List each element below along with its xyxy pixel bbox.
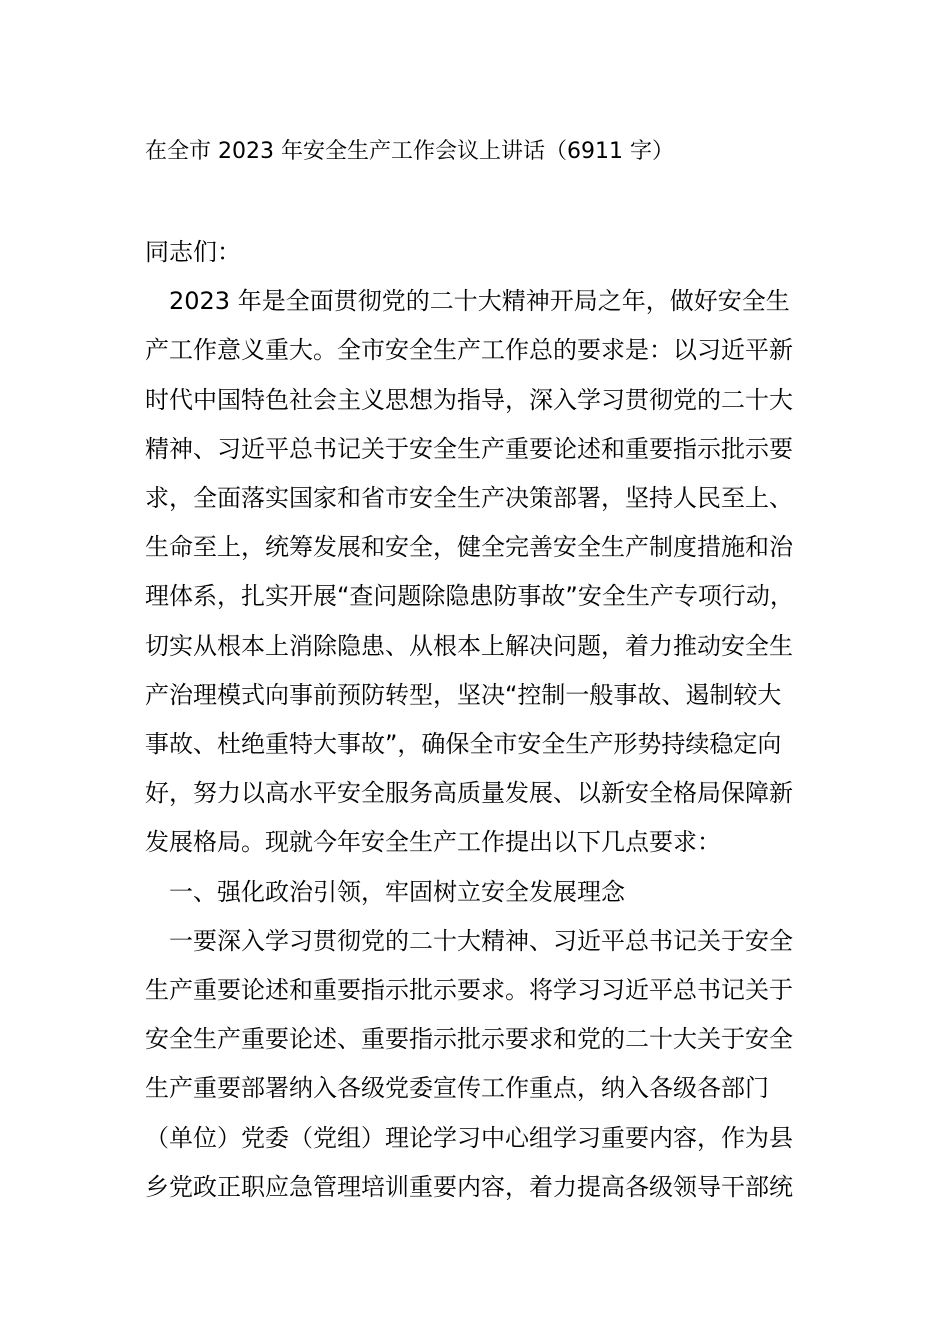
body-line: 乡党政正职应急管理培训重要内容，着力提高各级领导干部统 <box>145 1172 793 1201</box>
body-line: 同志们： <box>145 238 241 266</box>
document-title: 在全市 2023 年安全生产工作会议上讲话（6911 字） <box>145 139 674 164</box>
body-line: 发展格局。现就今年安全生产工作提出以下几点要求： <box>145 828 721 857</box>
body-line: 生产重要部署纳入各级党委宣传工作重点，纳入各级各部门 <box>145 1074 769 1103</box>
body-line: 生产重要论述和重要指示批示要求。将学习习近平总书记关于 <box>145 976 793 1004</box>
body-line: 切实从根本上消除隐患、从根本上解决问题，着力推动安全生 <box>145 631 793 660</box>
body-line: 好，努力以高水平安全服务高质量发展、以新安全格局保障新 <box>145 779 793 808</box>
body-line: 求，全面落实国家和省市安全生产决策部署，坚持人民至上、 <box>145 484 793 512</box>
body-line: 精神、习近平总书记关于安全生产重要论述和重要指示批示要 <box>145 434 793 463</box>
body-line: （单位）党委（党组）理论学习中心组学习重要内容，作为县 <box>145 1123 793 1152</box>
body-line: 理体系，扎实开展“查问题除隐患防事故”安全生产专项行动， <box>145 582 794 611</box>
body-line: 产治理模式向事前预防转型，坚决“控制一般事故、遏制较大 <box>145 680 782 709</box>
body-line: 事故、杜绝重特大事故”，确保全市安全生产形势持续稳定向 <box>145 730 782 758</box>
body-line: 一、强化政治引领，牢固树立安全发展理念 <box>145 877 625 906</box>
body-line: 安全生产重要论述、重要指示批示要求和党的二十大关于安全 <box>145 1025 793 1054</box>
body-line: 一要深入学习贯彻党的二十大精神、习近平总书记关于安全 <box>145 926 793 955</box>
body-line: 2023 年是全面贯彻党的二十大精神开局之年，做好安全生 <box>145 287 790 316</box>
body-line: 生命至上，统筹发展和安全，健全完善安全生产制度措施和治 <box>145 533 793 562</box>
body-line: 产工作意义重大。全市安全生产工作总的要求是：以习近平新 <box>145 336 793 365</box>
body-line: 时代中国特色社会主义思想为指导，深入学习贯彻党的二十大 <box>145 385 793 414</box>
